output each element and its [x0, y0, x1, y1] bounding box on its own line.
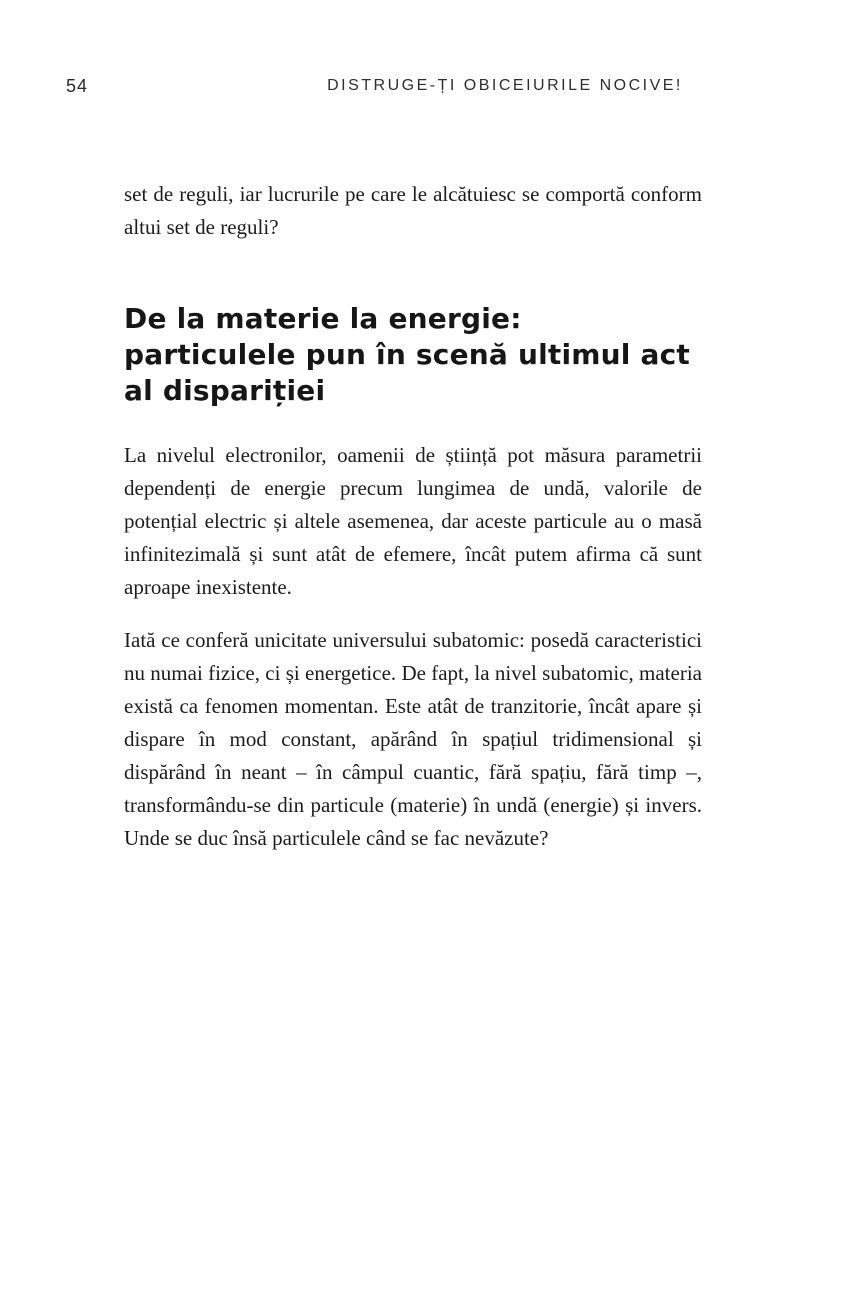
running-header — [0, 76, 848, 100]
page-number: 54 — [66, 76, 89, 96]
continuation-paragraph: set de reguli, iar lucrurile pe care le alcătuiesc se comportă conform altui set de reguli? — [124, 182, 702, 239]
body-paragraph: Iată ce conferă unicitate universului subatomic: posedă caracteristici nu numai fizice, ci și energetice. De fapt, la nivel subatomic, materia există ca fenomen momentan. Este atât de tranzitorie, încât apare și dispare în mod constant, apărând în spațiul tridimensional și dispărând în neant – în câmpul cuantic, fără spațiu, fără timp –, transformându-se din particule (materie) în undă (energie) și invers. Unde se duc însă particulele când se fac nevăzute? — [124, 628, 702, 850]
text-block — [124, 178, 702, 855]
running-title: DISTRUGE-ȚI OBICEIURILE NOCIVE! — [327, 77, 683, 94]
section-heading: De la materie la energie: particulele pun în scenă ultimul act al dispariției — [124, 302, 690, 407]
body-paragraph: La nivelul electronilor, oamenii de știință pot măsura parametrii dependenți de energie precum lungimea de undă, valorile de potențial electric și altele asemenea, dar aceste particule au o masă infinitezimală și sunt atât de efemere, încât putem afirma că sunt aproape inexistente. — [124, 443, 702, 599]
